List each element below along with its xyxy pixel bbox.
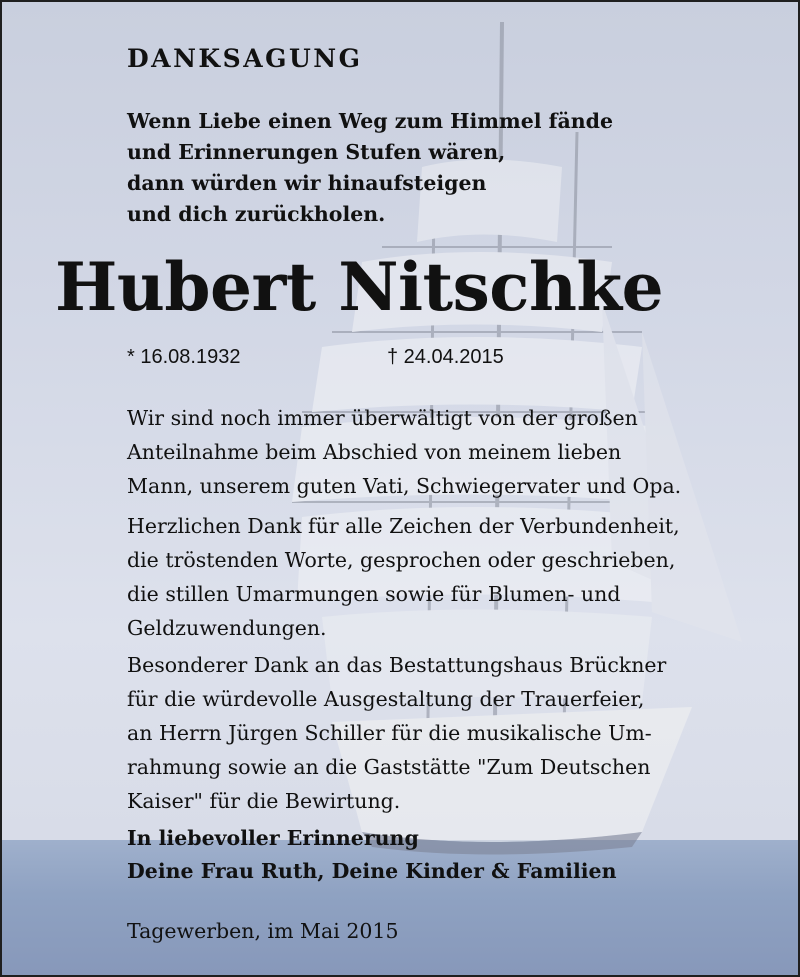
poem-line: dann würden wir hinaufsteigen [127,171,487,195]
place-and-date: Tagewerben, im Mai 2015 [127,919,399,943]
paragraph-line: Mann, unserem guten Vati, Schwiegervater und Opa. [127,474,682,498]
paragraph-line: Geldzuwendungen. [127,616,327,640]
poem-line: Wenn Liebe einen Weg zum Himmel fände [127,109,614,133]
paragraph-line: Besonderer Dank an das Bestattungshaus Brückner [127,653,667,677]
paragraph-line: rahmung sowie an die Gaststätte "Zum Deutschen [127,755,651,779]
paragraph-line: an Herrn Jürgen Schiller für die musikalische Um- [127,721,652,745]
closing-line-2: Deine Frau Ruth, Deine Kinder & Familien [127,859,617,883]
paragraph-line: die tröstenden Worte, gesprochen oder geschrieben, [127,548,676,572]
text-content [2,2,798,975]
paragraph-line: Anteilnahme beim Abschied von meinem lieben [127,440,622,464]
poem-line: und dich zurückholen. [127,202,386,226]
paragraph-line: für die würdevolle Ausgestaltung der Trauerfeier, [127,687,645,711]
closing-signature [127,822,616,888]
poem [127,106,727,230]
heading-danksagung: DANKSAGUNG [127,44,363,73]
deceased-name: Hubert Nitschke [55,248,664,326]
thanks-paragraph-1 [127,401,767,503]
paragraph-line: Wir sind noch immer überwältigt von der großen [127,406,638,430]
paragraph-line: Herzlichen Dank für alle Zeichen der Verbundenheit, [127,514,680,538]
paragraph-line: die stillen Umarmungen sowie für Blumen- und [127,582,621,606]
thanks-paragraph-2 [127,509,767,645]
closing-line-1: In liebevoller Erinnerung [127,826,419,850]
poem-line: und Erinnerungen Stufen wären, [127,140,506,164]
thanks-paragraph-3 [127,648,767,818]
paragraph-line: Kaiser" für die Bewirtung. [127,789,401,813]
death-date: † 24.04.2015 [387,346,504,368]
birth-date: * 16.08.1932 [127,346,241,368]
